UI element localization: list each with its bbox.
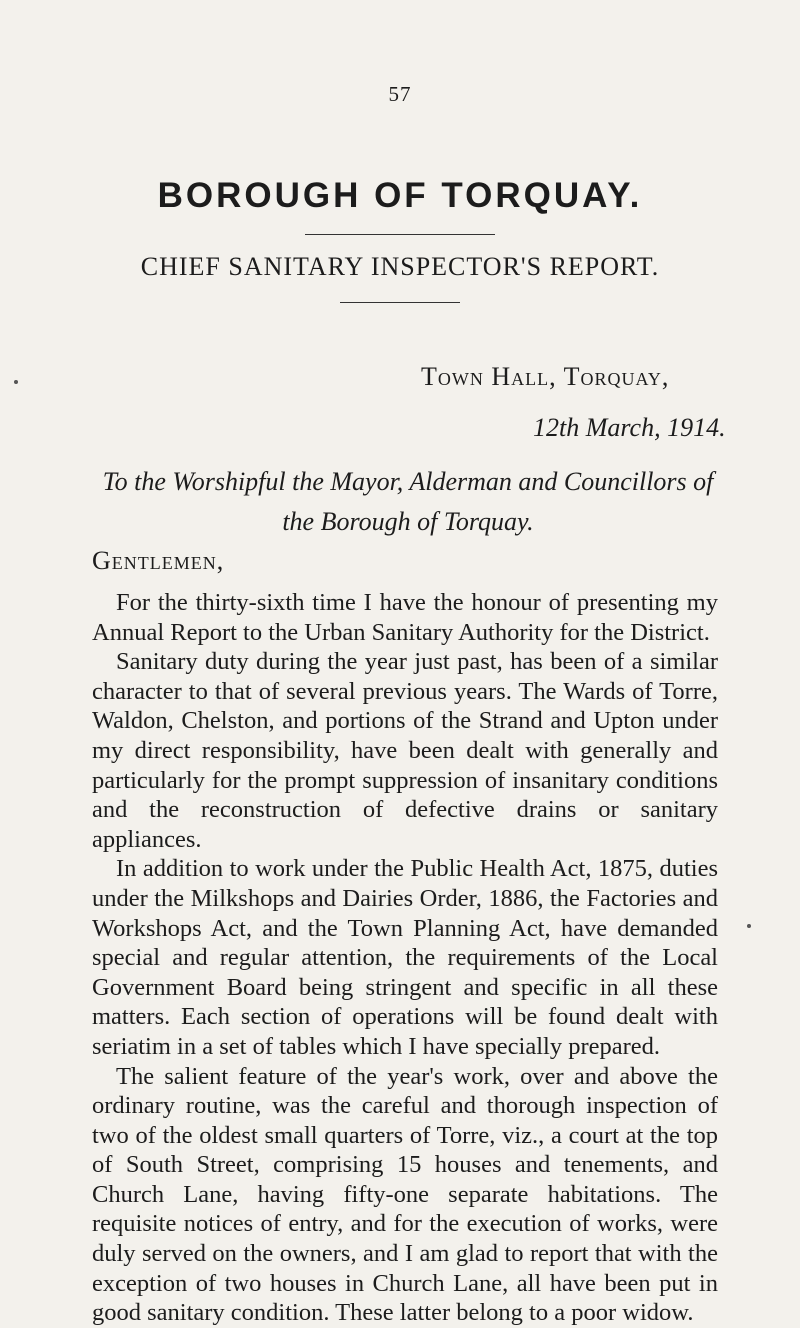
greeting: Gentlemen, bbox=[92, 546, 225, 575]
paragraph-2: Sanitary duty during the year just past, has been of a similar character to that of several previous years. The Wards of Torre, Waldon, Chelston, and portions of the Strand and Upton under my direct responsibility, have been dealt with generally and particularly for the prompt suppression of insanitary conditions and the reconstruction of defective drains or sanitary appliances. bbox=[92, 648, 718, 853]
title-divider bbox=[305, 234, 495, 235]
paragraph-4: The salient feature of the year's work, over and above the ordinary routine, was the careful and thorough inspection of two of the oldest small quarters of Torre, viz., a court at the top of South Street, comprising 15 houses and tenements, and Church Lane, having fifty-one separate habitations. The requisite notices of entry, and for the execution of works, were duly served on the owners, and I am glad to report that with the exception of two houses in Church Lane, all have been put in good sanitary condition. These latter belong to a poor widow. bbox=[92, 1062, 718, 1327]
report-body bbox=[92, 588, 718, 1328]
report-date: 12th March, 1914. bbox=[533, 413, 726, 442]
paragraph-3: In addition to work under the Public Health Act, 1875, duties under the Milkshops and Dairies Order, 1886, the Factories and Workshops Act, and the Town Planning Act, have demanded special and regular attention, the requirements of the Local Government Board being stringent and specific in all these matters. Each section of operations will be found dealt with seriatim in a set of tables which I have specially prepared. bbox=[92, 855, 718, 1060]
margin-speck bbox=[14, 380, 18, 384]
subtitle-divider bbox=[340, 302, 460, 303]
address-line: Town Hall, Torquay, bbox=[421, 362, 670, 391]
margin-speck bbox=[747, 924, 751, 928]
document-title: BOROUGH OF TORQUAY. bbox=[157, 176, 643, 215]
paragraph-1: For the thirty-sixth time I have the honour of presenting my Annual Report to the Urban Sanitary Authority for the District. bbox=[92, 589, 718, 646]
document-subtitle: CHIEF SANITARY INSPECTOR'S REPORT. bbox=[140, 252, 660, 281]
salutation: To the Worshipful the Mayor, Alderman and Councillors of the Borough of Torquay. bbox=[102, 467, 714, 536]
page-number: 57 bbox=[388, 82, 412, 106]
